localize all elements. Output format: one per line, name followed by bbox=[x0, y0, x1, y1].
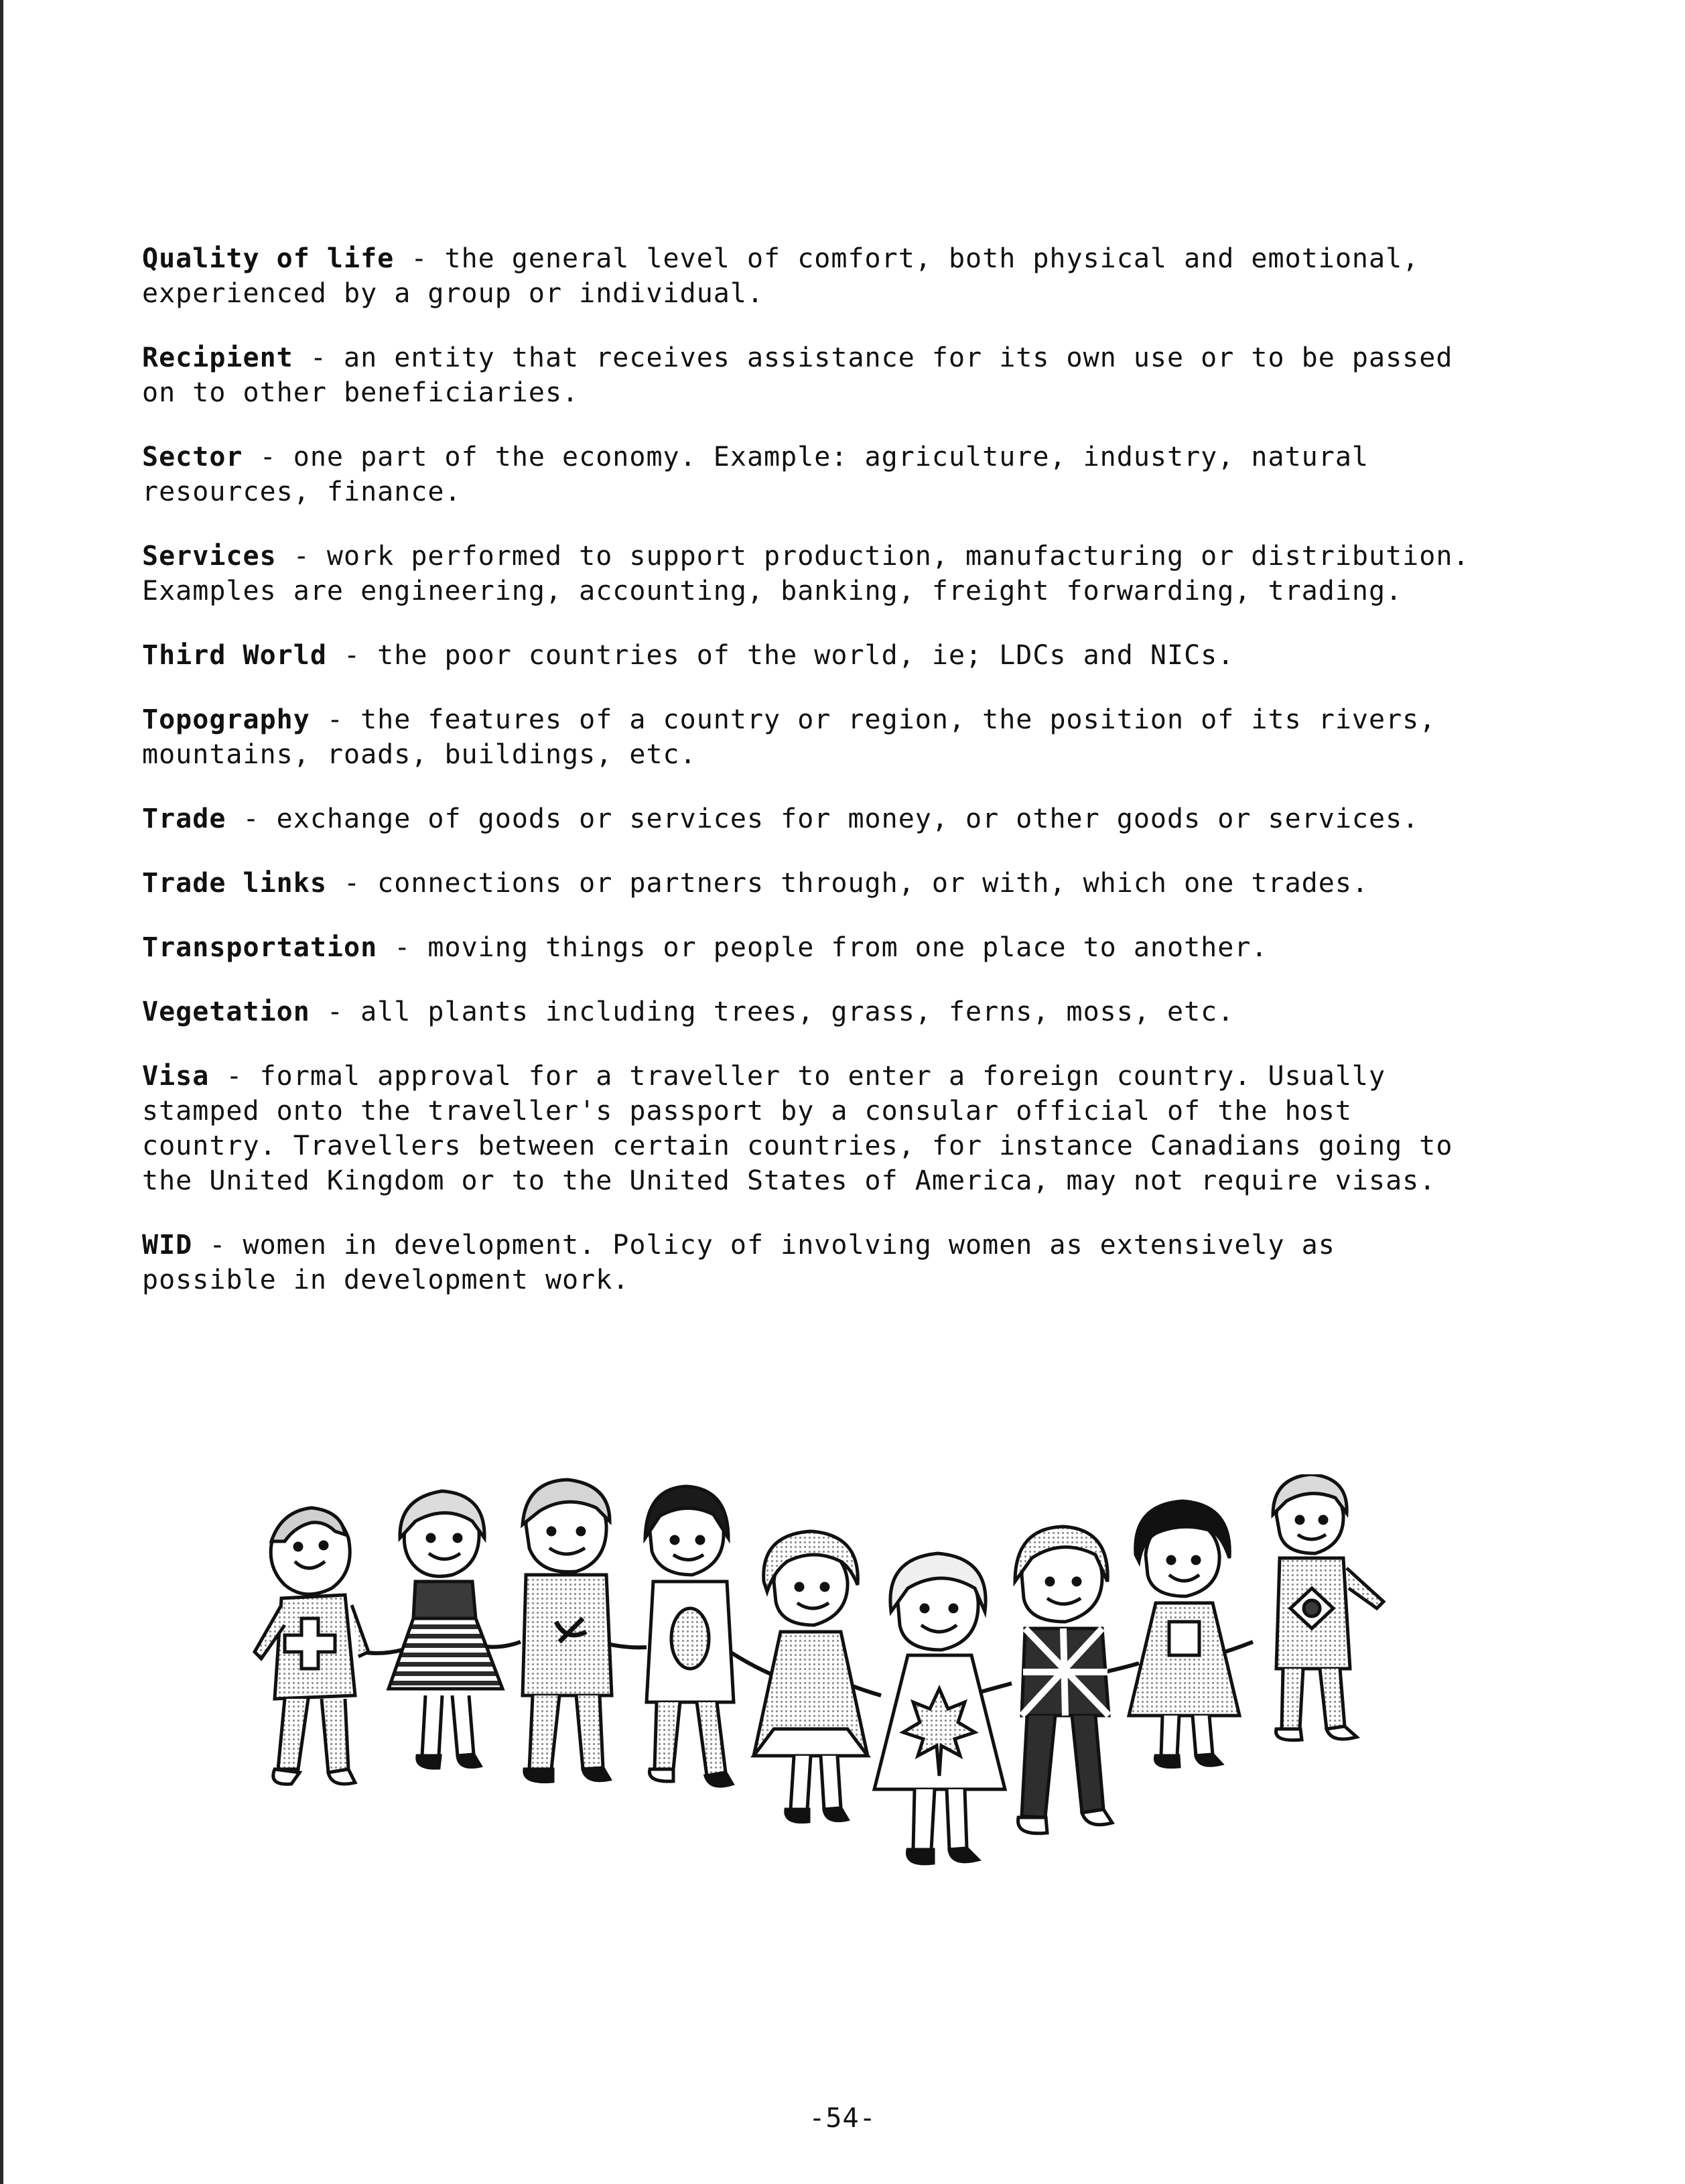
glossary-definition: - women in development. Policy of involving women as extensively as possible in development work. bbox=[142, 1230, 1335, 1295]
glossary-term: Trade links bbox=[142, 868, 327, 899]
glossary-definition: - all plants including trees, grass, ferns, moss, etc. bbox=[310, 997, 1235, 1027]
brazil-flag-shirt-child bbox=[1273, 1474, 1384, 1740]
glossary-definition: - the poor countries of the world, ie; LDCs and NICs. bbox=[326, 640, 1235, 671]
glossary-entry-topography bbox=[142, 702, 1482, 772]
children-holding-hands-illustration bbox=[245, 1474, 1424, 1903]
glossary-definition: - connections or partners through, or with, which one trades. bbox=[326, 868, 1369, 899]
glossary-definition: - one part of the economy. Example: agriculture, industry, natural resources, finance. bbox=[142, 442, 1369, 507]
glossary-entry-third-world bbox=[142, 638, 1482, 673]
glossary-term: Visa bbox=[142, 1061, 210, 1092]
glossary-definition: - the features of a country or region, the position of its rivers, mountains, roads, buildings, etc. bbox=[142, 704, 1436, 770]
maple-leaf-dress-child bbox=[874, 1553, 1005, 1864]
glossary-entry-recipient bbox=[142, 340, 1482, 410]
glossary-entry-visa bbox=[142, 1059, 1482, 1198]
curly-hair-dress-child bbox=[754, 1531, 868, 1822]
glossary-entry-quality-of-life bbox=[142, 241, 1482, 311]
glossary-term: Sector bbox=[142, 442, 243, 472]
african-dress-child bbox=[1129, 1501, 1239, 1767]
glossary-entry-services bbox=[142, 539, 1482, 608]
glossary-entry-vegetation bbox=[142, 994, 1482, 1029]
glossary-entry-wid bbox=[142, 1228, 1482, 1297]
glossary-entry-trade bbox=[142, 801, 1482, 836]
glossary-entry-sector bbox=[142, 440, 1482, 509]
rising-sun-shirt-child bbox=[645, 1486, 734, 1786]
glossary-definition: - moving things or people from one place to another. bbox=[377, 932, 1268, 963]
glossary-definition: - formal approval for a traveller to enter a foreign country. Usually stamped onto the traveller's passport by a consular official of the host country. Travellers between certain countries, for instance Canadians going to the United Kingdom or to the United States of America, may not require visas. bbox=[142, 1061, 1453, 1196]
union-jack-shirt-child bbox=[1015, 1527, 1112, 1834]
glossary-definition: - exchange of goods or services for money, or other goods or services. bbox=[226, 804, 1420, 834]
glossary-term: Quality of life bbox=[142, 243, 395, 274]
glossary-term: Recipient bbox=[142, 342, 293, 373]
hammer-and-sickle-shirt-child bbox=[523, 1480, 612, 1782]
glossary-definition: - an entity that receives assistance for its own use or to be passed on to other beneficiaries. bbox=[142, 342, 1453, 408]
glossary-definition: - the general level of comfort, both physical and emotional, experienced by a group or individual. bbox=[142, 243, 1420, 309]
glossary-term: Topography bbox=[142, 704, 310, 735]
glossary-entry-trade-links bbox=[142, 866, 1482, 901]
swiss-cross-shirt-child bbox=[255, 1508, 368, 1784]
page-number: -54- bbox=[809, 2103, 876, 2134]
glossary-term: Services bbox=[142, 541, 277, 572]
glossary-list bbox=[142, 241, 1482, 1327]
glossary-term: Vegetation bbox=[142, 997, 310, 1027]
glossary-term: WID bbox=[142, 1230, 193, 1261]
scan-edge-line bbox=[0, 0, 3, 2184]
stars-and-stripes-dress-child bbox=[389, 1491, 502, 1768]
glossary-term: Third World bbox=[142, 640, 327, 671]
glossary-entry-transportation bbox=[142, 930, 1482, 965]
glossary-term: Transportation bbox=[142, 932, 378, 963]
glossary-term: Trade bbox=[142, 804, 226, 834]
glossary-definition: - work performed to support production, manufacturing or distribution. Examples are engineering, accounting, banking, freight forwarding, trading. bbox=[142, 541, 1470, 606]
